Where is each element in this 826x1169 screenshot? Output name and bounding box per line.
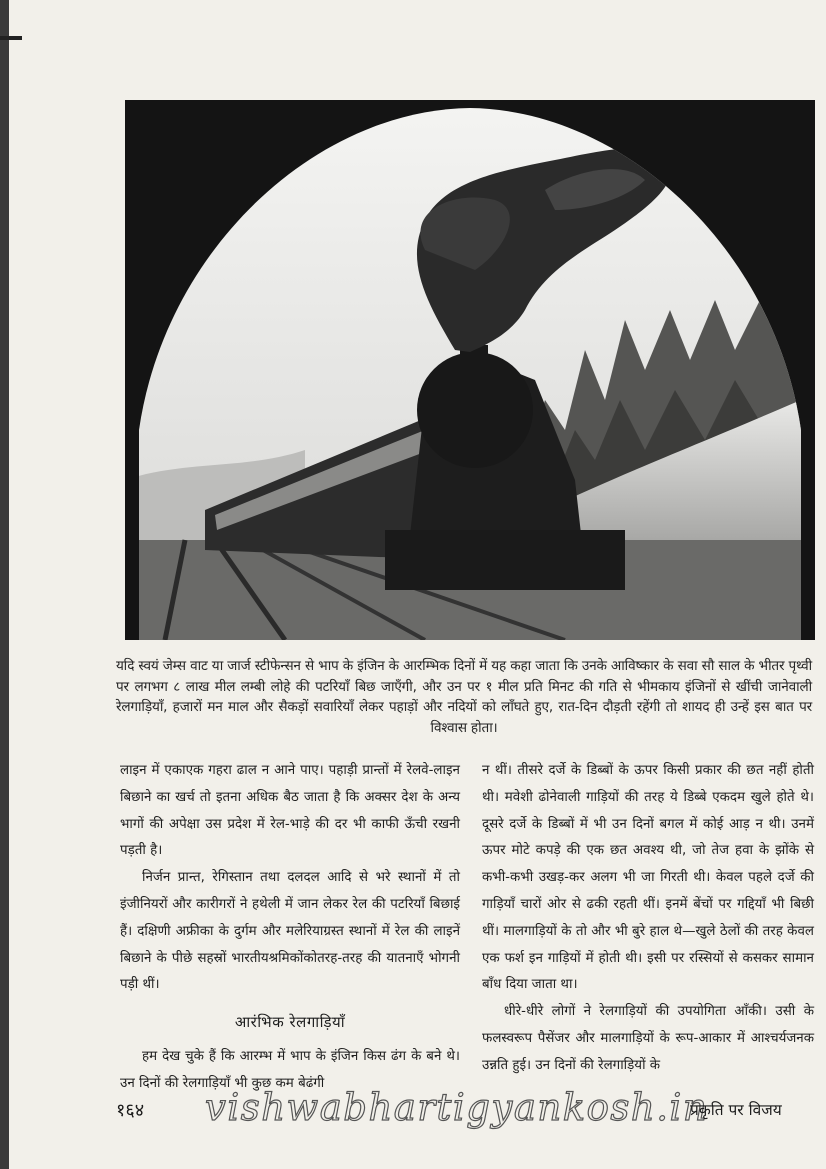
left-column bbox=[120, 758, 460, 1098]
left-paragraph-3: हम देख चुके हैं कि आरम्भ में भाप के इंजिन किस ढंग के बने थे। उन दिनों की रेलगाड़ियाँ भी कुछ कम बेढंगी bbox=[120, 1048, 460, 1091]
right-paragraph-2: धीरे-धीरे लोगों ने रेलगाड़ियों की उपयोगिता आँकी। उसी के फलस्वरूप पैसेंजर और मालगाड़ियों के रूप-आकार में आश्चर्यजनक उन्नति हुई। उन दिनों की रेलगाड़ियों के bbox=[482, 1004, 814, 1073]
right-paragraph-1: न थीं। तीसरे दर्जे के डिब्बों के ऊपर किसी प्रकार की छत नहीं होती थी। मवेशी ढोनेवाली गाड़ियों की तरह ये डिब्बे एकदम खुले होते थे। दूसरे दर्जे के डिब्बों में भी उन दिनों बगल में कोई आड़ न थी। उनमें ऊपर मोटे कपड़े की एक छत अवश्य थी, जो तेज हवा के झोंके से कभी-कभी उखड़-कर अलग भी जा गिरती थी। केवल पहले दर्जे की गाड़ियाँ चारों ओर से ढकी रहती थीं। इनमें बेंचों पर गद्दियाँ भी बिछी थीं। मालगाड़ियों के तो और भी बुरे हाल थे—खुले ठेलों की तरह केवल एक फर्श इन गाड़ियों में होती थी। इसी पर रस्सियों से कसकर सामान बाँध दिया जाता था। bbox=[482, 763, 814, 993]
left-paragraph-1: लाइन में एकाएक गहरा ढाल न आने पाए। पहाड़ी प्रान्तों में रेलवे-लाइन बिछाने का खर्च तो इतना अधिक बैठ जाता है कि अक्सर देश के अन्य भागों की अपेक्षा उस प्रदेश में रेल-भाड़े की दर भी काफी ऊँची रखनी पड़ती है। bbox=[120, 763, 460, 859]
running-title: प्रकृति पर विजय bbox=[690, 1101, 782, 1119]
section-heading: आरंभिक रेलगाड़ियाँ bbox=[234, 1013, 346, 1032]
page-edge-mark bbox=[0, 36, 22, 40]
watermark: vishwabhartigyankosh.in bbox=[205, 1086, 709, 1129]
steam-train-tunnel-photo bbox=[125, 100, 815, 640]
page-edge-shadow bbox=[0, 0, 9, 1169]
right-column bbox=[482, 758, 814, 1080]
photo-caption: यदि स्वयं जेम्स वाट या जार्ज स्टीफेन्सन से भाप के इंजिन के आरम्भिक दिनों में यह कहा जाता कि उनके आविष्कार के सवा सौ साल के भीतर पृथ्वी पर लगभग ८ लाख मील लम्बी लोहे की पटरियाँ बिछ जाएँगी, और उन पर १ मील प्रति मिनट की गति से भीमकाय इंजिनों से खींची जानेवाली रेलगाड़ियाँ, हजारों मन माल और सैकड़ों सवारियाँ लेकर पहाड़ों और नदियों को लाँघते हुए, रात-दिन दौड़ती रहेंगी तो शायद ही उन्हें इस बात पर विश्वास होता। bbox=[116, 658, 812, 736]
left-paragraph-2: निर्जन प्रान्त, रेगिस्तान तथा दलदल आदि से भरे स्थानों में तो इंजीनियरों और कारीगरों ने हथेली में जान लेकर रेल की पटरियाँ बिछाई हैं। दक्षिणी अफ्रीका के दुर्गम और मलेरियाग्रस्त स्थानों में रेल की लाइनें बिछाने के पीछे सहस्रों भारतीयश्रमिकोंकोतरह-तरह की यातनाएँ भोगनी पड़ी थीं। bbox=[120, 870, 460, 993]
page-number: १६४ bbox=[116, 1100, 145, 1121]
